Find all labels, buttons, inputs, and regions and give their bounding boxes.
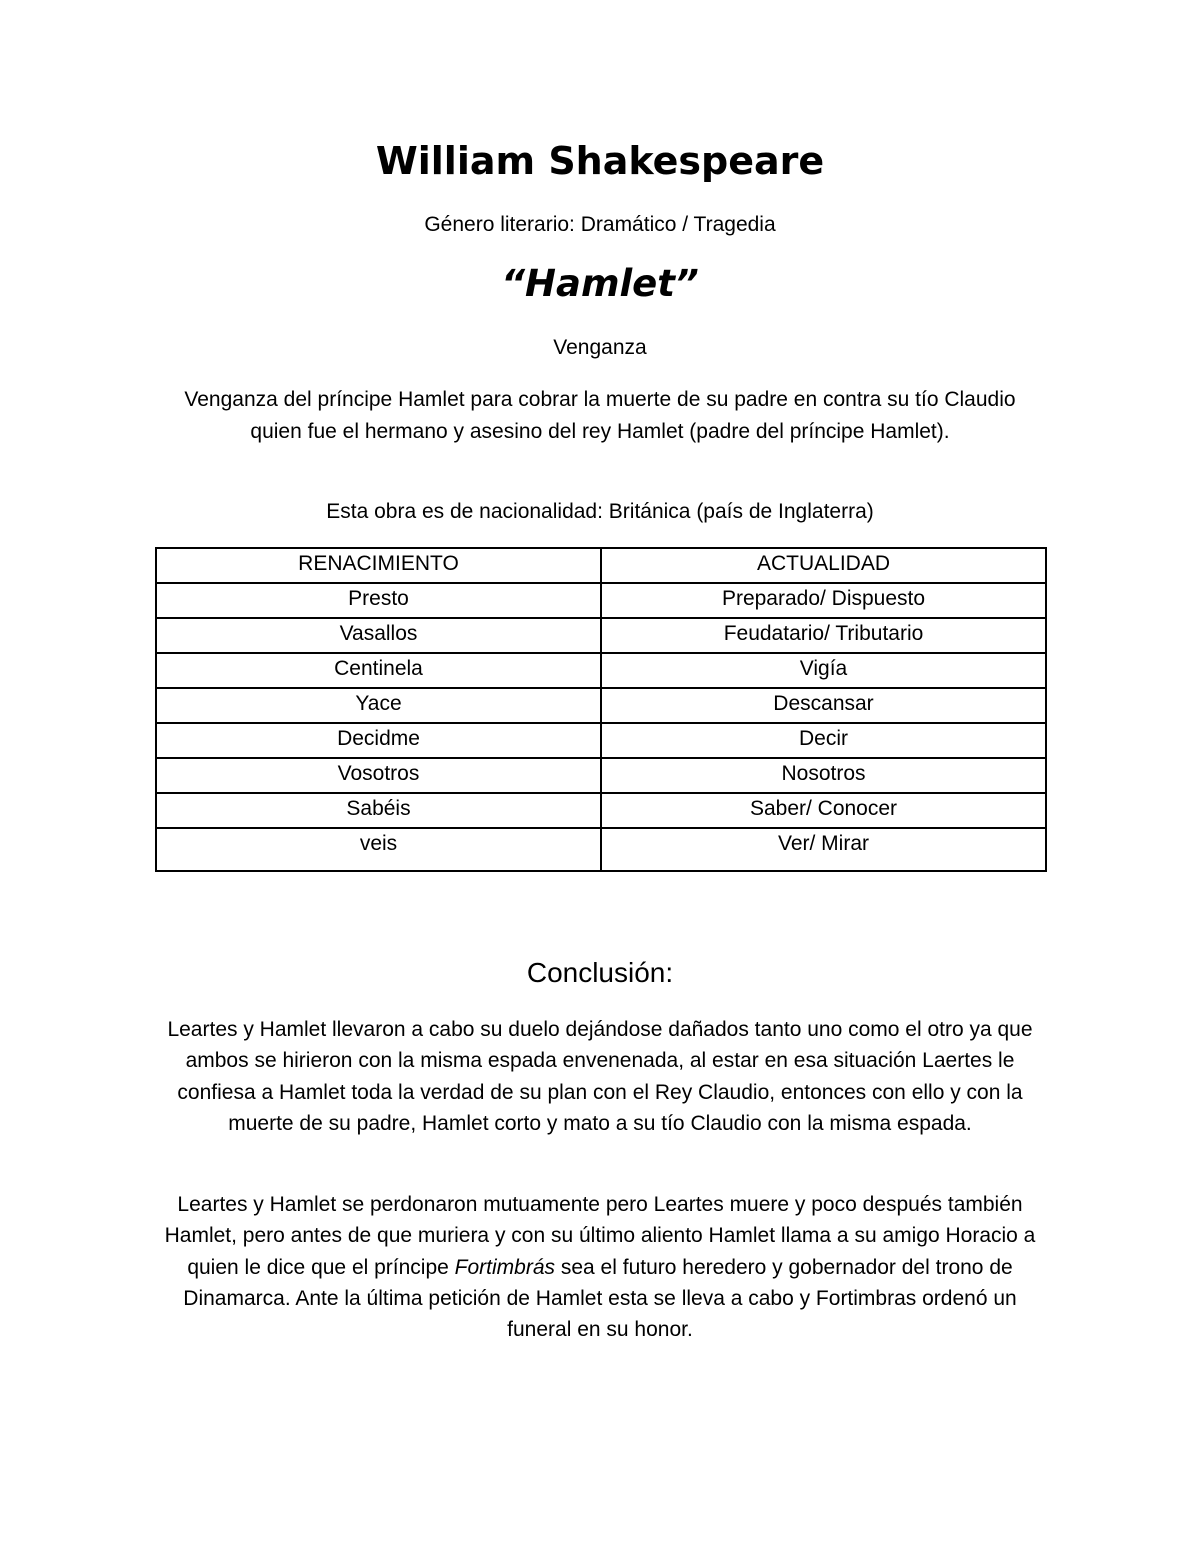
- table-cell-old: Sabéis: [156, 793, 601, 828]
- table-cell-modern: Decir: [601, 723, 1046, 758]
- table-row: [156, 653, 1046, 688]
- table-cell-old: Centinela: [156, 653, 601, 688]
- table-cell-old: Vosotros: [156, 758, 601, 793]
- table-cell-modern: Ver/ Mirar: [601, 828, 1046, 871]
- table-row: [156, 688, 1046, 723]
- conclusion-paragraph-2: [160, 1189, 1040, 1345]
- conclusion-paragraph-2-start: Leartes y Hamlet se perdonaron mutuamente pero Leartes muere y poco después también Hamlet, pero antes de que muriera y con su último aliento Hamlet llama a su amigo Horacio a quien le dice que el príncipe: [164, 1193, 1036, 1279]
- table-row: [156, 793, 1046, 828]
- table-row: [156, 723, 1046, 758]
- theme-line: Venganza: [553, 336, 647, 359]
- summary-paragraph: Venganza del príncipe Hamlet para cobrar la muerte de su padre en contra su tío Claudio quien fue el hermano y asesino del rey Hamlet (padre del príncipe Hamlet).: [184, 388, 1016, 443]
- table-cell-modern: Saber/ Conocer: [601, 793, 1046, 828]
- table-cell-old: veis: [156, 828, 601, 871]
- nationality-line: Esta obra es de nacionalidad: Británica (país de Inglaterra): [326, 500, 874, 523]
- table-cell-modern: Vigía: [601, 653, 1046, 688]
- conclusion-heading: Conclusión:: [526, 957, 674, 988]
- table-cell-old: Vasallos: [156, 618, 601, 653]
- table-row: [156, 758, 1046, 793]
- vocabulary-table: [155, 547, 1047, 872]
- fortimbras-emphasis: Fortimbrás: [454, 1255, 556, 1279]
- table-cell-modern: Descansar: [601, 688, 1046, 723]
- genre-line: Género literario: Dramático / Tragedia: [424, 213, 776, 236]
- conclusion-paragraph-1: Leartes y Hamlet llevaron a cabo su duelo dejándose dañados tanto uno como el otro ya que ambos se hirieron con la misma espada envenenada, al estar en esa situación Laertes le confiesa a Hamlet toda la verdad de su plan con el Rey Claudio, entonces con ello y con la muerte de su padre, Hamlet corto y mato a su tío Claudio con la misma espada.: [167, 1018, 1033, 1135]
- table-cell-old: Presto: [156, 583, 601, 618]
- table-cell-old: Decidme: [156, 723, 601, 758]
- table-row: [156, 618, 1046, 653]
- table-row: [156, 583, 1046, 618]
- conclusion-paragraph-2-end: sea el futuro heredero y gobernador del trono de Dinamarca. Ante la última petición de Hamlet esta se lleva a cabo y Fortimbras ordenó un funeral en su honor.: [183, 1255, 1017, 1342]
- table-cell-old: Yace: [156, 688, 601, 723]
- table-header-row: [156, 548, 1046, 583]
- table-cell-modern: Nosotros: [601, 758, 1046, 793]
- author-heading: William Shakespeare: [375, 139, 825, 183]
- header-cell-actualidad: ACTUALIDAD: [601, 548, 1046, 583]
- header-cell-renacimiento: RENACIMIENTO: [156, 548, 601, 583]
- table-cell-modern: Feudatario/ Tributario: [601, 618, 1046, 653]
- table-row: [156, 828, 1046, 871]
- work-title: “Hamlet”: [501, 262, 699, 305]
- table-cell-modern: Preparado/ Dispuesto: [601, 583, 1046, 618]
